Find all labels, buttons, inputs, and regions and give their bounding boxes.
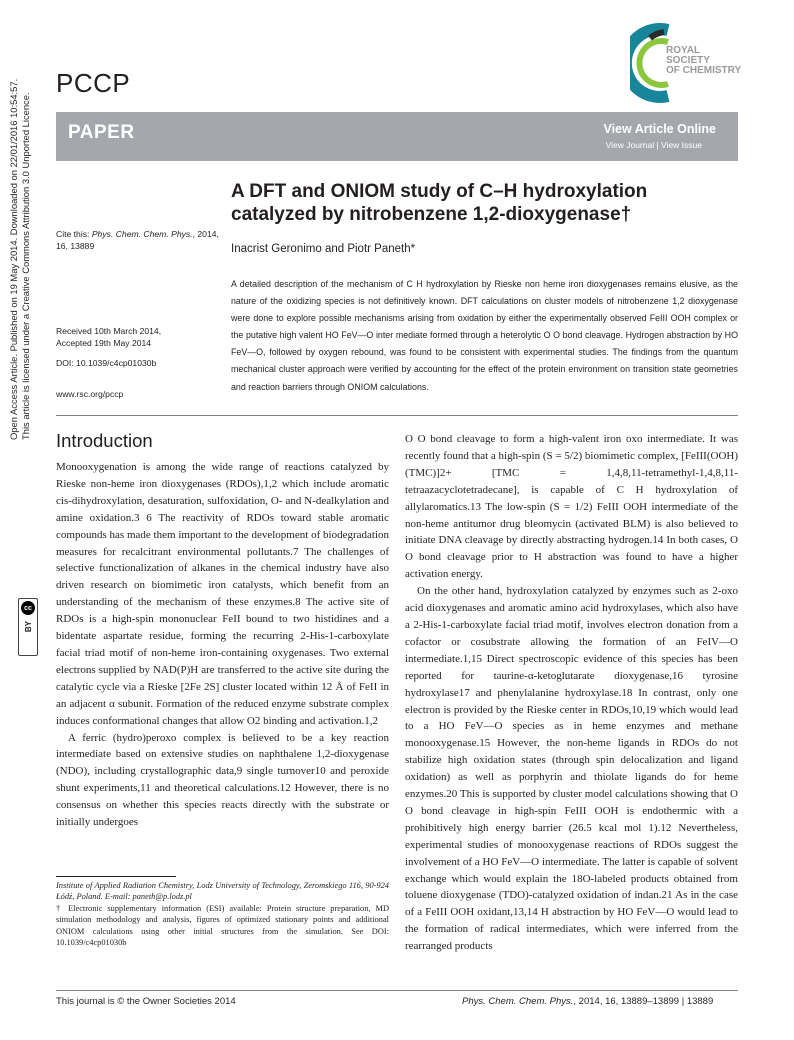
affiliation-note: Institute of Applied Radiation Chemistry, Lodz University of Technology, Zeromskiego 116, 90-924 Łódź, Poland. E-mail: paneth@p.lodz.pl: [56, 881, 389, 902]
open-access-line-1: Open Access Article. Published on 19 May 2014. Downloaded on 22/01/2016 10:54:57.: [8, 78, 19, 440]
accepted-date: Accepted 19th May 2014: [56, 338, 152, 348]
body-paragraph: O O bond cleavage to form a high-valent iron oxo intermediate. It was recently found that a high-spin (S = 5/2) biomimetic complex, [FeIII(OOH)(TMC)]2+ [TMC = 1,4,8,11-tetramethyl-1,4,8,11-tetraazacyclotetradecane], is capable of C H hydroxylation of allylaromatics.13 The low-spin (S = 1/2) FeIII OOH intermediate of the non-heme antitumor drug bleomycin (activated BLM) is also believed to initiate DNA cleavage by directly abstracting hydrogen.14 In both cases, O O bond cleavage prior to H abstraction was found to have a higher activation energy.: [405, 433, 738, 581]
footer-journal: Phys. Chem. Chem. Phys.: [462, 996, 574, 1007]
cc-icon: cc: [21, 601, 35, 615]
received-date: Received 10th March 2014,: [56, 326, 162, 336]
abstract: A detailed description of the mechanism of C H hydroxylation by Rieske non heme iron dioxygenases remains elusive, as the nature of the oxidizing species is not definitively known. DFT calculations on cluster models of nitrobenzene 1,2 dioxygenase were done to explore possible mechanisms arising from oxidation by either the experimentally observed FeIII OOH complex or the putative high valent HO FeV—O inter mediate formed through a heterolytic O O bond cleavage. Hydrogen abstraction by HO FeV—O, followed by oxygen rebound, was found to be consistent with experimental studies. The findings from the quantum mechanical cluster approach were verified by accounting for the effect of the protein environment on transition state geometries and reaction barriers through ONIOM calculations.: [231, 279, 738, 392]
body-paragraph: On the other hand, hydroxylation catalyzed by enzymes such as 2-oxo acid dioxygenases and aromatic amino acid hydroxylases, which also have a 2-His-1-carboxylate facial triad motif, involves electron donation from a cofactor or cosubstrate allowing the formation of an FeIV—O intermediate.1,15 Direct spectroscopic evidence of this species has been reported for taurine-α-ketoglutarate dioxygenase,16 tyrosine hydroxylase17 and phenylalanine hydroxylase.18 In contrast, only one electron is provided by the Rieske center in RDOs,10,19 which would lead to a HO FeV—O species as in heme enzymes and methane monooxygenase.15 However, the non-heme ligands in RDOs do not stabilize high oxidation states (through spin delocalization and ligand oxidation) as well as porphyrin and thiolate ligands do for heme enzymes.20 This is supported by cluster model calculations showing that O O bond cleavage in high-spin FeIII OOH is endothermic with a prohibitively high energy barrier (26.5 kcal mol 1).12 Nevertheless, experimental studies of monooxygenase reactions of RDOs suggest the involvement of a HO FeV—O intermediate. The latter is capable of solvent exchange which would explain the 18O-labeled products obtained from toluene dioxygenase (TDO)-catalyzed oxidation of indan.21 As in the case of a FeIII OOH oxidant,13,14 H abstraction by HO FeV—O would lead to the formation of radical intermediates, which were inferred from the rearranged products: [405, 585, 738, 953]
section-heading: Introduction: [56, 430, 153, 451]
logo-text-line-2: OF CHEMISTRY: [666, 65, 742, 76]
paper-header-bar: [56, 112, 738, 161]
footnote-divider: [56, 876, 176, 877]
article-authors: Inacrist Geronimo and Piotr Paneth*: [231, 243, 416, 255]
open-access-strip: [8, 78, 32, 440]
esi-note: † Electronic supplementary information (ESI) available: Protein structure preparation, MD simulation methodology and analysis, figures of optimized stationary points and additional ONIOM calculations using other initial structures from the simulation. See DOI: 10.1039/c4cp01030b: [56, 903, 389, 948]
body-column-right: [405, 431, 738, 955]
view-journal-link[interactable]: View Journal: [605, 140, 655, 150]
cite-details: , 2014, 16, 13889: [56, 229, 219, 251]
licence-line[interactable]: This article is licensed under a Creative Commons Attribution 3.0 Unported Licence.: [20, 92, 31, 440]
section-label: PAPER: [68, 122, 135, 143]
view-issue-link[interactable]: View Issue: [661, 140, 702, 150]
page-number: 13889: [686, 996, 714, 1007]
body-paragraph: A ferric (hydro)peroxo complex is believed to be a key reaction intermediate based on extensive studies on naphthalene 1,2-dioxygenase (NDO), including crystallographic data,9 single turnover10 and peroxide shunt experiments,11 and theoretical calculations.12 However, there is no consensus on whether this species reacts directly with the substrate or initially undergoes: [56, 731, 389, 829]
footer-separator: |: [679, 996, 687, 1007]
view-article-online-link[interactable]: View Article Online: [603, 122, 716, 136]
header-divider: [56, 415, 738, 416]
logo-text: [666, 46, 742, 76]
cite-this: [56, 229, 221, 252]
article-title: A DFT and ONIOM study of C–H hydroxylation catalyzed by nitrobenzene 1,2-dioxygenase†: [231, 181, 648, 225]
journal-name: PCCP: [56, 68, 131, 98]
logo-text-line-1: ROYAL SOCIETY: [666, 45, 710, 66]
doi-link[interactable]: DOI: 10.1039/c4cp01030b: [56, 358, 157, 368]
rsc-logo: [630, 22, 742, 104]
journal-website-link[interactable]: www.rsc.org/pccp: [56, 389, 124, 399]
body-paragraph: Monooxygenation is among the wide range of reactions catalyzed by Rieske non-heme iron dioxygenases (RDOs),1,2 which include aromatic cis-dihydroxylation, desaturation, sulfoxidation, O- and N-dealkylation and amine oxidation.3 6 The reactivity of RDOs toward stable aromatic compounds has made them important to the development of biodegradation measures for recalcitrant environmental pollutants.7 The challenges of selective functionalization of alkanes in the chemical industry have also driven research on biomimetic iron catalysts, which benefit from an understanding of the mechanism of these enzymes.8 The active site of RDOs is a high-spin mononuclear FeII bound to two histidines and a bidentate aspartate residue, forming the recurring 2-His-1-carboxylate facial triad motif of non-heme iron-containing oxygenases. Two external electrons supplied by NAD(P)H are transferred to the active site during the catalytic cycle via a Rieske [2Fe 2S] cluster located within 12 Å of FeII in an adjacent α subunit. Formation of the reduced enzyme substrate complex induces conformational changes that allow O2 binding and activation.1,2: [56, 461, 389, 727]
link-separator: |: [654, 140, 662, 150]
body-column-left: [56, 459, 389, 831]
footer-volume-pages: , 2014, 16, 13889–13899: [573, 996, 680, 1007]
footnotes: [56, 880, 389, 948]
journal-links: [606, 140, 702, 150]
by-icon: BY: [23, 621, 33, 633]
cc-by-badge[interactable]: [18, 598, 38, 656]
footer-copyright: This journal is © the Owner Societies 2014: [56, 996, 236, 1007]
cite-journal: Phys. Chem. Chem. Phys.: [91, 229, 193, 239]
cite-label: Cite this:: [56, 229, 92, 239]
footer-divider: [56, 990, 738, 991]
footer-citation: [462, 996, 713, 1007]
